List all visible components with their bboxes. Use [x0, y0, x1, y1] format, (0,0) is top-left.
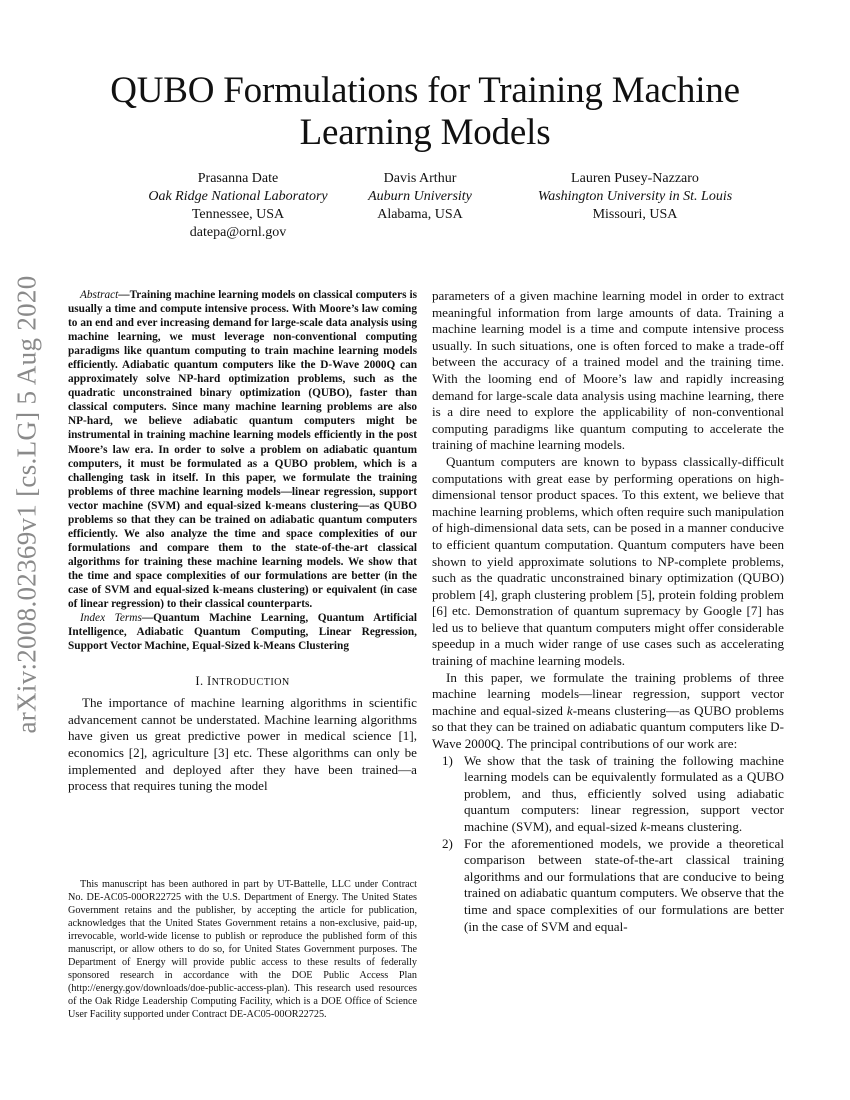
contribution-number: 2) [442, 835, 453, 851]
author-name: Davis Arthur [383, 171, 457, 186]
para-3-text-b: -means clustering—as QUBO problems so that they can be trained on adiabatic quantum computers like D-Wave 2000Q. The principal contributions of our work are: [432, 702, 784, 752]
abstract-label: Abstract [80, 289, 119, 301]
math-k: k [640, 819, 647, 834]
author-email[interactable]: datepa@ornl.gov [189, 225, 287, 240]
author-affiliation: Washington University in St. Louis [537, 189, 733, 204]
author-3 [500, 170, 770, 224]
abstract-dash: — [118, 289, 130, 301]
contribution-item [432, 836, 784, 936]
intro-paragraph-1: The importance of machine learning algorithms in scientific advancement cannot be understated. Machine learning algorithms have given us great predictive power in medical science [1], economics [2], agriculture [3] etc. These algorithms can only be implemented and deployed after they have been trained—a process that requires tuning the model [68, 695, 417, 794]
arxiv-stamp-text: arXiv:2008.02369v1 [cs.LG] 5 Aug 2020 [11, 274, 42, 734]
author-2 [340, 170, 500, 224]
section-heading-introduction [68, 674, 417, 689]
index-terms-dash: — [141, 612, 154, 625]
contribution-item [432, 753, 784, 836]
index-terms-text: Quantum Machine Learning, Quantum Artificial Intelligence, Adiabatic Quantum Computing, Linear Regression, Support Vector Machine, Equal-Sized k-Means Clustering [68, 612, 417, 653]
section-title-initial: I [207, 674, 212, 689]
math-k: k [566, 702, 573, 718]
author-name: Prasanna Date [197, 171, 279, 186]
funding-footnote: This manuscript has been authored in part by UT-Battelle, LLC under Contract No. DE-AC05-00OR22725 with the U.S. Department of Energy. The United States Government retains and the publisher, by accepting the article for publication, acknowledges that the United States Government retains a non-exclusive, paid-up, irrevocable, world-wide license to publish or reproduce the published form of this manuscript, or allow others to do so, for United States Government purposes. The Department of Energy will provide public access to these results of federally sponsored research in accordance with the DOE Public Access Plan (http://energy.gov/downloads/doe-public-access-plan). This research used resources of the Oak Ridge Leadership Computing Facility, which is a DOE Office of Science User Facility supported under Contract DE-AC05-00OR22725. [68, 879, 417, 1021]
abstract [68, 288, 417, 611]
abstract-text: Training machine learning models on classical computers is usually a time and compute intensive process. With Moore’s law coming to an end and ever increasing demand for large-scale data analysis using machine learning, we must leverage non-conventional computing paradigms like quantum computing to train machine learning models efficiently. Adiabatic quantum computers like the D-Wave 2000Q can approximately solve NP-hard optimization problems, such as the quadratic unconstrained binary optimization (QUBO), faster than classical computers. Since many machine learning problems are also NP-hard, we believe adiabatic quantum computers might be instrumental in training machine learning models efficiently in the post Moore’s law era. In order to solve a problem on adiabatic quantum computers, it must be formulated as a QUBO problem, which is a challenging task in itself. In this paper, we formulate the training problems of three machine learning models—linear regression, support vector machine (SVM) and equal-sized k-means clustering—as QUBO problems so that they can be trained on adiabatic quantum computers efficiently. We also analyze the time and space complexities of our formulations and compare them to the state-of-the-art classical algorithms for training these machine learning models. We show that the time and space complexities of our formulations are better (in the case of SVM and equal-sized k-means clustering) or equivalent (in case of linear regression) to their classical counterparts. [68, 289, 417, 611]
index-terms-label: Index Terms [80, 612, 142, 625]
author-location: Missouri, USA [592, 207, 678, 222]
contribution-number: 1) [442, 752, 453, 768]
author-location: Tennessee, USA [191, 207, 285, 222]
intro-paragraph-2: Quantum computers are known to bypass classically-difficult computations with great ease by performing operations on high-dimensional tensor product spaces. To this extent, we believe that machine learning problems, which often require such manipulation of high-dimensional data sets, can be posed in a manner conducive to efficient quantum computation. Quantum computers have been shown to yield approximate solutions to NP-complete problems, such as the quadratic unconstrained binary optimization (QUBO) problem [4], graph clustering problem [5], protein folding problem [6] etc. Demonstration of quantum supremacy by Google [7] has led us to believe that quantum computers might offer considerable speedup in a much wider range of use cases such as accelerating training of machine learning models. [432, 453, 784, 669]
arxiv-stamp [7, 274, 47, 734]
contribution-text-a: For the aforementioned models, we provide a theoretical comparison between state-of-the-art classical training algorithms and our formulations that are conducive to being trained on adiabatic quantum computers. We observe that the time and space complexities of our formulations are better (in the case of SVM and equal- [464, 835, 784, 934]
contribution-text-a: We show that the task of training the following machine learning models can be equivalently formulated as a QUBO problem, and thus, efficiently solved using adiabatic quantum computers: linear regression, support vector machine (SVM), and equal-sized [464, 752, 784, 834]
index-terms [68, 611, 417, 653]
intro-paragraph-3 [432, 670, 784, 753]
right-column [432, 288, 784, 935]
para-3-text-a: In this paper, we formulate the training problems of three machine learning models—linear regression, support vector machine and equal-sized [432, 669, 784, 718]
left-column [68, 288, 417, 795]
author-location: Alabama, USA [377, 207, 463, 222]
section-title-rest: NTRODUCTION [211, 677, 290, 689]
author-affiliation: Auburn University [368, 189, 472, 204]
section-numeral: I. [195, 674, 208, 689]
contributions-list [432, 753, 784, 936]
author-name: Lauren Pusey-Nazzaro [571, 171, 699, 186]
author-1 [118, 170, 358, 242]
intro-paragraph-1-continued: parameters of a given machine learning model in order to extract meaningful information from large amounts of data. Training a machine learning model is a time and compute intensive process usually. In such situations, one is often forced to make a trade-off between the accuracy of a trained model and the training time. With the looming end of Moore’s law and rapidly increasing demand for large-scale data analysis using machine learning, there is a dire need to explore the applicability of non-conventional computing paradigms like quantum computing to accelerate the training of machine learning models. [432, 288, 784, 453]
contribution-text-b: -means clustering. [646, 819, 743, 834]
author-affiliation: Oak Ridge National Laboratory [148, 189, 328, 204]
paper-title: QUBO Formulations for Training Machine Learning Models [110, 70, 740, 153]
